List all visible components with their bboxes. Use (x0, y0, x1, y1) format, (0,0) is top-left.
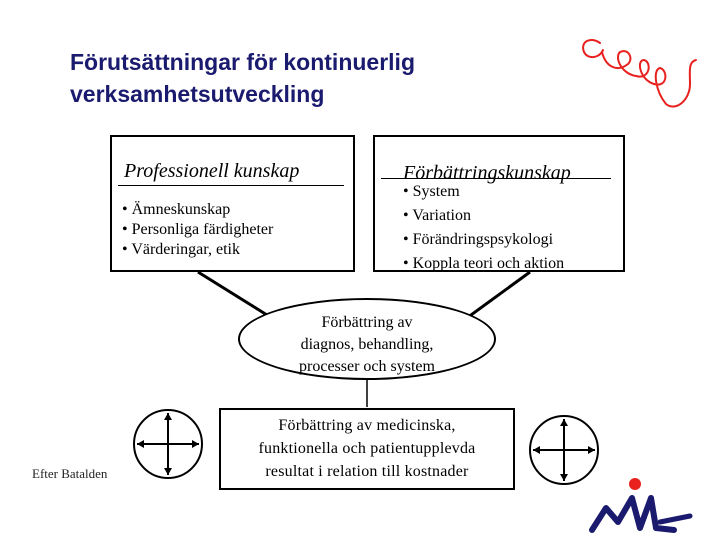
signature-icon (583, 40, 696, 107)
professional-knowledge-heading: Professionell kunskap (124, 160, 300, 182)
list-item: • Förändringspsykologi (403, 231, 554, 248)
list-item: • Koppla teori och aktion (403, 255, 565, 272)
list-item: • System (403, 183, 460, 200)
title-line-1: Förutsättningar för kontinuerlig (70, 49, 415, 75)
improvement-process-ellipse (238, 298, 496, 380)
ellipse-line-3: processer och system (299, 358, 435, 375)
outcome-line-2: funktionella och patientupplevda (258, 440, 476, 457)
professional-knowledge-box (110, 135, 355, 272)
professional-knowledge-list (122, 200, 273, 260)
list-item: • Personliga färdigheter (122, 221, 274, 238)
outcome-box (219, 408, 515, 490)
list-item: • Variation (403, 207, 471, 224)
improvement-knowledge-heading: Förbättringskunskap (403, 162, 571, 184)
logo-icon (592, 478, 690, 530)
compass-right-icon (530, 416, 598, 484)
heading-underline (118, 185, 344, 186)
list-item: • Ämneskunskap (122, 201, 231, 218)
improvement-knowledge-list (403, 180, 564, 276)
improvement-knowledge-box (373, 135, 625, 272)
list-item: • Värderingar, etik (122, 241, 240, 258)
outcome-text (221, 414, 513, 483)
title-line-2: verksamhetsutveckling (70, 81, 325, 107)
heading-underline (381, 178, 611, 179)
source-credit: Efter Batalden (32, 466, 108, 481)
compass-left-icon (134, 410, 202, 478)
ellipse-line-2: diagnos, behandling, (300, 336, 434, 353)
ellipse-line-1: Förbättring av (321, 314, 413, 331)
outcome-line-1: Förbättring av medicinska, (278, 417, 456, 434)
outcome-line-3: resultat i relation till kostnader (265, 463, 469, 480)
ellipse-text (240, 312, 494, 378)
